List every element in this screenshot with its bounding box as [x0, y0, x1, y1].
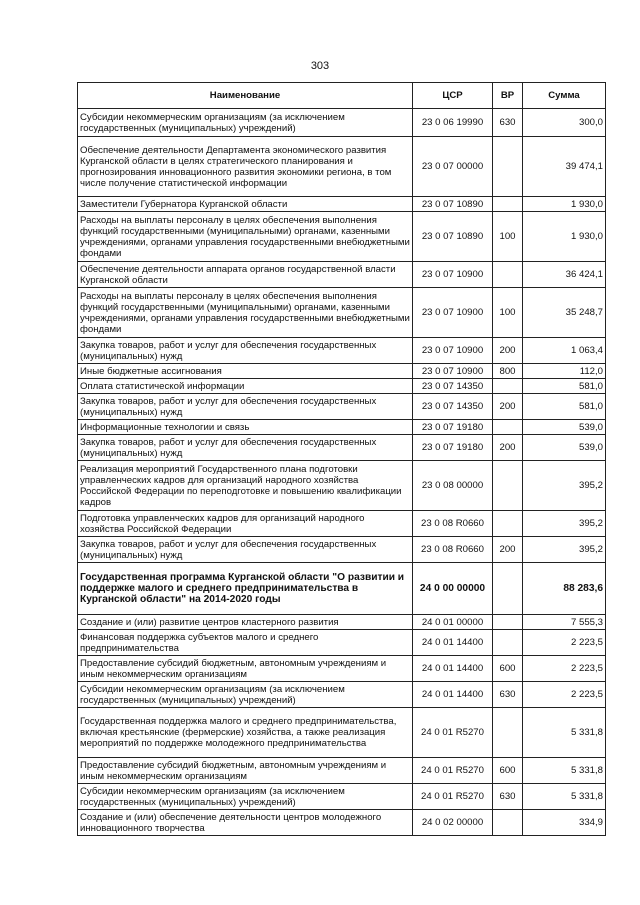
row-name: Финансовая поддержка субъектов малого и среднего предпринимательства — [78, 630, 413, 656]
row-csr: 23 0 07 10900 — [413, 338, 493, 364]
row-sum: 35 248,7 — [523, 288, 606, 338]
table-row — [78, 109, 606, 137]
row-name: Субсидии некоммерческим организациям (за исключением государственных (муниципальных) учреждений) — [78, 682, 413, 708]
row-vr — [493, 262, 523, 288]
row-csr: 24 0 01 R5270 — [413, 708, 493, 758]
row-csr: 23 0 07 10890 — [413, 197, 493, 212]
row-csr: 23 0 08 00000 — [413, 461, 493, 511]
table-row — [78, 563, 606, 615]
row-vr: 600 — [493, 758, 523, 784]
row-csr: 23 0 07 10900 — [413, 262, 493, 288]
row-vr: 630 — [493, 682, 523, 708]
row-sum: 112,0 — [523, 364, 606, 379]
row-sum: 395,2 — [523, 461, 606, 511]
row-csr: 23 0 08 R0660 — [413, 537, 493, 563]
row-sum: 39 474,1 — [523, 137, 606, 197]
row-csr: 24 0 02 00000 — [413, 810, 493, 836]
row-vr — [493, 708, 523, 758]
row-name: Предоставление субсидий бюджетным, автономным учреждениям и иным некоммерческим организациям — [78, 758, 413, 784]
row-vr: 200 — [493, 394, 523, 420]
table-row — [78, 338, 606, 364]
row-csr: 24 0 00 00000 — [413, 563, 493, 615]
header-vr: ВР — [493, 83, 523, 109]
row-sum: 395,2 — [523, 511, 606, 537]
row-name: Подготовка управленческих кадров для организаций народного хозяйства Российской Федерации — [78, 511, 413, 537]
row-sum: 5 331,8 — [523, 758, 606, 784]
row-name: Государственная поддержка малого и среднего предпринимательства, включая крестьянские (фермерские) хозяйства, а также реализация мероприятий по поддержке молодежного предпринимательства — [78, 708, 413, 758]
row-csr: 23 0 07 19180 — [413, 420, 493, 435]
table-body — [78, 109, 606, 836]
row-sum: 395,2 — [523, 537, 606, 563]
row-name: Обеспечение деятельности Департамента экономического развития Курганской области в целях стратегического планирования и прогнозирования инновационного развития экономики региона, в том числе получение статистической информации — [78, 137, 413, 197]
table-row — [78, 420, 606, 435]
table-row — [78, 615, 606, 630]
row-vr — [493, 461, 523, 511]
row-name: Расходы на выплаты персоналу в целях обеспечения выполнения функций государственными (муниципальными) органами, казенными учреждениями, органами управления государственными внебюджетными фондами — [78, 212, 413, 262]
row-name: Предоставление субсидий бюджетным, автономным учреждениям и иным некоммерческим организациям — [78, 656, 413, 682]
row-vr: 600 — [493, 656, 523, 682]
row-sum: 5 331,8 — [523, 784, 606, 810]
row-name: Создание и (или) обеспечение деятельности центров молодежного инновационного творчества — [78, 810, 413, 836]
row-vr — [493, 511, 523, 537]
row-csr: 23 0 07 00000 — [413, 137, 493, 197]
row-sum: 2 223,5 — [523, 630, 606, 656]
row-name: Закупка товаров, работ и услуг для обеспечения государственных (муниципальных) нужд — [78, 338, 413, 364]
table-row — [78, 288, 606, 338]
row-sum: 539,0 — [523, 420, 606, 435]
row-name: Обеспечение деятельности аппарата органов государственной власти Курганской области — [78, 262, 413, 288]
table-row — [78, 137, 606, 197]
table-row — [78, 810, 606, 836]
row-sum: 5 331,8 — [523, 708, 606, 758]
row-sum: 1 063,4 — [523, 338, 606, 364]
header-sum: Сумма — [523, 83, 606, 109]
row-csr: 23 0 07 10900 — [413, 288, 493, 338]
row-sum: 88 283,6 — [523, 563, 606, 615]
row-vr: 200 — [493, 435, 523, 461]
row-csr: 23 0 07 14350 — [413, 394, 493, 420]
table-row — [78, 758, 606, 784]
row-name: Закупка товаров, работ и услуг для обеспечения государственных (муниципальных) нужд — [78, 435, 413, 461]
row-sum: 581,0 — [523, 394, 606, 420]
table-header-row — [78, 83, 606, 109]
row-name: Закупка товаров, работ и услуг для обеспечения государственных (муниципальных) нужд — [78, 394, 413, 420]
row-vr: 630 — [493, 109, 523, 137]
row-sum: 334,9 — [523, 810, 606, 836]
row-csr: 23 0 07 19180 — [413, 435, 493, 461]
row-name: Реализация мероприятий Государственного плана подготовки управленческих кадров для организаций народного хозяйства Российской Федерации по переподготовке и повышению квалификации кадров — [78, 461, 413, 511]
table-row — [78, 511, 606, 537]
table-row — [78, 364, 606, 379]
row-sum: 581,0 — [523, 379, 606, 394]
row-vr: 200 — [493, 537, 523, 563]
row-name: Субсидии некоммерческим организациям (за исключением государственных (муниципальных) учреждений) — [78, 109, 413, 137]
table-row — [78, 708, 606, 758]
table-row — [78, 197, 606, 212]
table-row — [78, 212, 606, 262]
row-csr: 24 0 01 R5270 — [413, 758, 493, 784]
table-row — [78, 394, 606, 420]
row-csr: 23 0 07 10890 — [413, 212, 493, 262]
row-sum: 1 930,0 — [523, 212, 606, 262]
row-vr — [493, 615, 523, 630]
table-row — [78, 784, 606, 810]
row-vr — [493, 630, 523, 656]
row-csr: 24 0 01 14400 — [413, 630, 493, 656]
header-name: Наименование — [78, 83, 413, 109]
header-csr: ЦСР — [413, 83, 493, 109]
row-csr: 23 0 07 10900 — [413, 364, 493, 379]
row-vr: 630 — [493, 784, 523, 810]
row-sum: 2 223,5 — [523, 656, 606, 682]
row-vr: 200 — [493, 338, 523, 364]
table-row — [78, 656, 606, 682]
row-csr: 24 0 01 00000 — [413, 615, 493, 630]
row-csr: 24 0 01 14400 — [413, 682, 493, 708]
row-vr — [493, 379, 523, 394]
row-vr — [493, 563, 523, 615]
row-sum: 36 424,1 — [523, 262, 606, 288]
row-name: Заместители Губернатора Курганской области — [78, 197, 413, 212]
row-name: Иные бюджетные ассигнования — [78, 364, 413, 379]
row-sum: 539,0 — [523, 435, 606, 461]
row-csr: 23 0 07 14350 — [413, 379, 493, 394]
row-sum: 300,0 — [523, 109, 606, 137]
row-name: Закупка товаров, работ и услуг для обеспечения государственных (муниципальных) нужд — [78, 537, 413, 563]
row-vr — [493, 420, 523, 435]
row-vr: 800 — [493, 364, 523, 379]
row-name: Субсидии некоммерческим организациям (за исключением государственных (муниципальных) учреждений) — [78, 784, 413, 810]
page-number: 303 — [310, 60, 330, 72]
row-csr: 23 0 06 19990 — [413, 109, 493, 137]
budget-table — [77, 82, 606, 836]
table-row — [78, 630, 606, 656]
row-name: Расходы на выплаты персоналу в целях обеспечения выполнения функций государственными (муниципальными) органами, казенными учреждениями, органами управления государственными внебюджетными фондами — [78, 288, 413, 338]
row-csr: 23 0 08 R0660 — [413, 511, 493, 537]
row-vr — [493, 810, 523, 836]
row-vr: 100 — [493, 212, 523, 262]
table-row — [78, 435, 606, 461]
row-name: Оплата статистической информации — [78, 379, 413, 394]
table-row — [78, 537, 606, 563]
row-sum: 7 555,3 — [523, 615, 606, 630]
table-row — [78, 461, 606, 511]
row-name: Информационные технологии и связь — [78, 420, 413, 435]
row-sum: 1 930,0 — [523, 197, 606, 212]
table-row — [78, 379, 606, 394]
row-vr — [493, 197, 523, 212]
table-row — [78, 262, 606, 288]
row-vr: 100 — [493, 288, 523, 338]
row-csr: 24 0 01 14400 — [413, 656, 493, 682]
row-sum: 2 223,5 — [523, 682, 606, 708]
row-vr — [493, 137, 523, 197]
row-csr: 24 0 01 R5270 — [413, 784, 493, 810]
table-row — [78, 682, 606, 708]
row-name: Создание и (или) развитие центров кластерного развития — [78, 615, 413, 630]
row-name: Государственная программа Курганской области "О развитии и поддержке малого и среднего предпринимательства в Курганской области" на 2014-2020 годы — [78, 563, 413, 615]
